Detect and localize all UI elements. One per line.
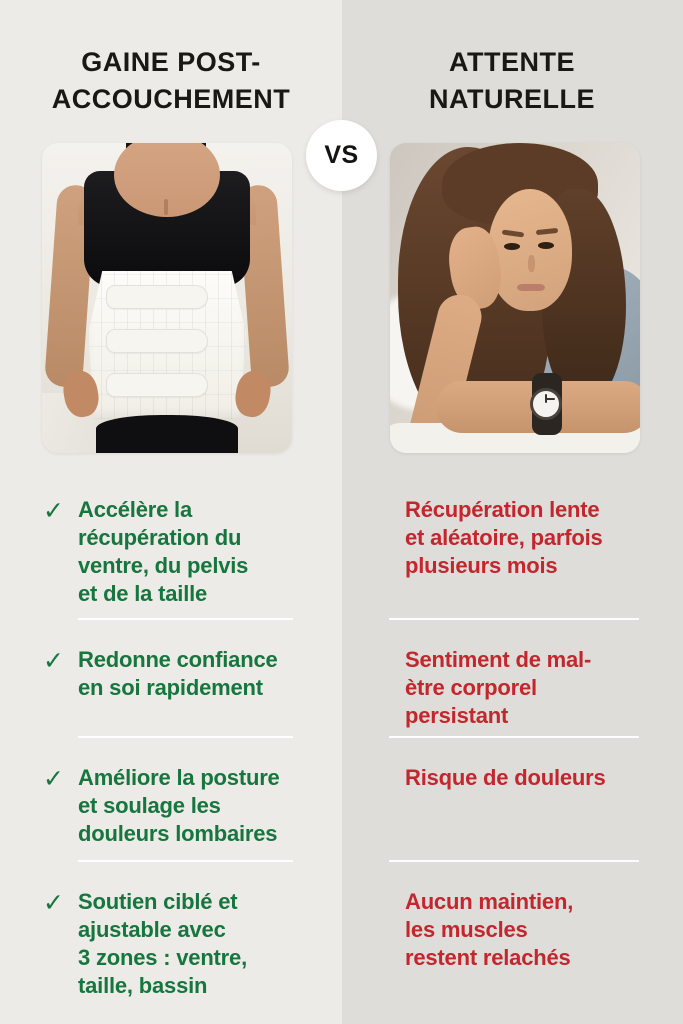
check-icon: ✓ [43,497,64,525]
benefit-item-3 [0,738,342,862]
drawback-line: persistant [405,703,509,728]
benefit-line: taille, bassin [78,973,208,998]
benefit-line: ventre, du pelvis [78,553,249,578]
drawbacks-list [341,470,683,1024]
benefit-text [78,764,280,848]
left-column-title [0,44,342,118]
benefit-line: douleurs lombaires [78,821,278,846]
benefit-text [78,888,247,1000]
watch-dial [530,388,562,420]
girdle-velcro-tab-2 [106,329,208,353]
black-shorts [96,415,238,453]
right-eye [538,242,554,249]
benefit-line: en soi rapidement [78,675,263,700]
nose [528,255,535,272]
benefit-line: Redonne confiance [78,647,278,672]
drawback-line: et aléatoire, parfois [405,525,603,550]
benefit-line: et soulage les [78,793,221,818]
benefits-list [0,470,342,1024]
left-eye [504,243,520,250]
right-photo-pensive-woman [390,143,640,453]
drawback-text [405,646,591,730]
face [488,189,572,311]
drawback-line: les muscles [405,917,528,942]
benefit-line: 3 zones : ventre, [78,945,247,970]
benefit-line: Soutien ciblé et [78,889,238,914]
drawback-line: Récupération lente [405,497,600,522]
drawback-line: Risque de douleurs [405,765,606,790]
benefit-line: ajustable avec [78,917,226,942]
benefit-line: récupération du [78,525,242,550]
left-photo-girdle [42,143,292,453]
drawback-item-2 [341,620,683,738]
benefit-item-4 [0,862,342,1024]
drawback-item-3 [341,738,683,862]
watch-hand-hour [545,394,547,403]
benefit-item-2 [0,620,342,738]
benefit-item-1 [0,470,342,620]
benefit-line: Améliore la posture [78,765,280,790]
right-column-title [341,44,683,118]
drawback-line: Aucun maintien, [405,889,574,914]
mouth [517,284,545,291]
drawback-line: ètre corporel [405,675,537,700]
right-title-line2: NATURELLE [429,84,595,114]
check-icon: ✓ [43,889,64,917]
vs-badge [306,120,377,191]
check-icon: ✓ [43,765,64,793]
drawback-item-4 [341,862,683,1024]
drawback-text [405,764,606,792]
left-title-line1: GAINE POST- [81,47,261,77]
girdle-velcro-tab-3 [106,373,208,397]
check-icon: ✓ [43,647,64,675]
drawback-line: plusieurs mois [405,553,558,578]
vs-label: VS [324,141,359,169]
benefit-text [78,496,248,608]
chest-shadow [164,199,168,215]
benefit-text [78,646,278,702]
right-title-line1: ATTENTE [449,47,575,77]
drawback-text [405,496,603,580]
drawback-line: Sentiment de mal- [405,647,592,672]
drawback-text [405,888,573,972]
girdle-velcro-tab-1 [106,285,208,309]
watch-hand-minute [546,398,555,400]
drawback-item-1 [341,470,683,620]
left-title-line2: ACCOUCHEMENT [51,84,291,114]
benefit-line: et de la taille [78,581,208,606]
benefit-line: Accélère la [78,497,192,522]
drawback-line: restent relachés [405,945,571,970]
